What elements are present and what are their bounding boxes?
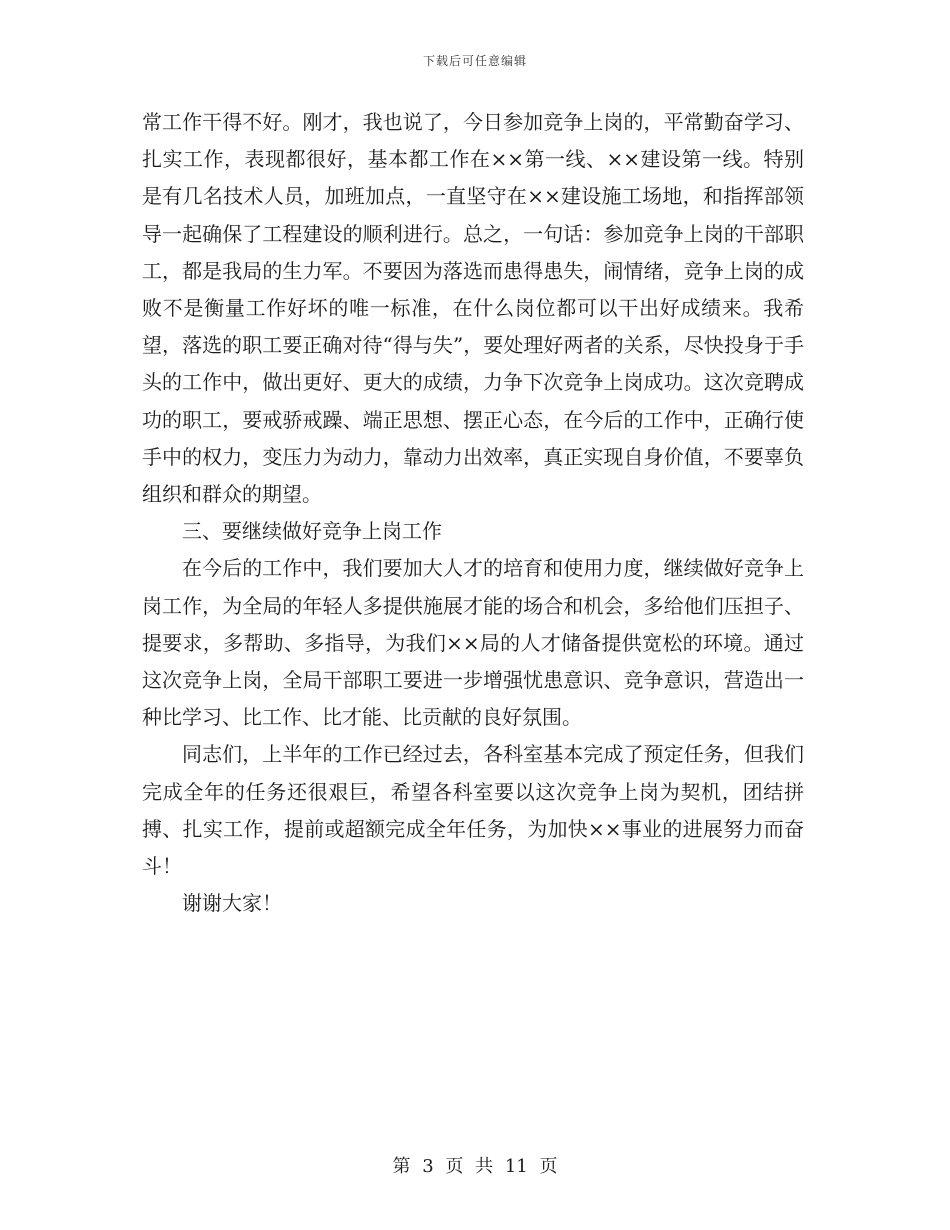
paragraph-continuation: 常工作干得不好。刚才，我也说了，今日参加竞争上岗的，平常勤奋学习、扎实工作，表现都很好，基本都工作在××第一线、××建设第一线。特别是有几名技术人员，加班加点，一直坚守在××建设施工场地，和指挥部领导一起确保了工程建设的顺利进行。总之，一句话：参加竞争上岗的干部职工，都是我局的生力军。不要因为落选而患得患失，闹情绪，竞争上岗的成败不是衡量工作好坏的唯一标准，在什么岗位都可以干出好成绩来。我希望，落选的职工要正确对待“得与失”，要处理好两者的关系，尽快投身于手头的工作中，做出更好、更大的成绩，力争下次竞争上岗成功。这次竞聘成功的职工，要戒骄戒躁、端正思想、摆正心态，在今后的工作中，正确行使手中的权力，变压力为动力，靠动力出效率，真正实现自身价值，不要辜负组织和群众的期望。 <box>142 110 804 507</box>
paragraph-talent-development: 在今后的工作中，我们要加大人才的培育和使用力度，继续做好竞争上岗工作，为全局的年轻人多提供施展才能的场合和机会，多给他们压担子、提要求，多帮助、多指导，为我们××局的人才储备提供宽松的环境。通过这次竞争上岗，全局干部职工要进一步增强忧患意识、竞争意识，营造出一种比学习、比工作、比才能、比贡献的良好氛围。 <box>142 556 804 730</box>
section-heading: 三、要继续做好竞争上岗工作 <box>182 519 442 544</box>
paragraph-closing-remarks: 同志们，上半年的工作已经过去，各科室基本完成了预定任务，但我们完成全年的任务还很艰巨，希望各科室要以这次竞争上岗为契机，团结拼搏、扎实工作，提前或超额完成全年任务，为加快××事业的进展努力而奋斗！ <box>142 742 804 879</box>
paragraph-thanks: 谢谢大家！ <box>182 891 282 916</box>
document-body <box>142 104 804 922</box>
page-number-footer: 第 3 页 共 11 页 <box>392 1156 558 1177</box>
page-header: 下载后可任意编辑 <box>422 54 527 68</box>
